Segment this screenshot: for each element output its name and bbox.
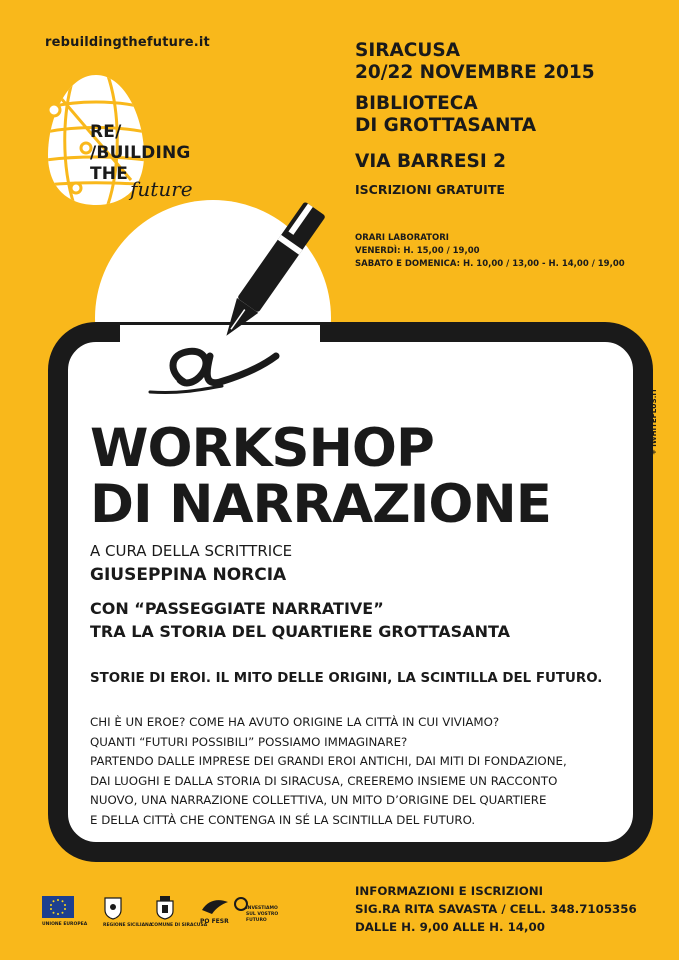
workshop-title-line-1: WORKSHOP: [90, 418, 434, 479]
author-name: GIUSEPPINA NORCIA: [90, 565, 287, 585]
logo-text-future: future: [130, 177, 193, 201]
workshop-title-line-2: DI NARRAZIONE: [90, 474, 551, 535]
eu-flag-icon: [42, 896, 74, 918]
partner-investiamo: [234, 896, 279, 923]
logo-text-building: /BUILDING: [90, 143, 191, 163]
hours-heading: ORARI LABORATORI: [355, 233, 449, 243]
partner-comune: [151, 896, 208, 928]
description-line: E DELLA CITTÀ CHE CONTENGA IN SÉ LA SCINTILLA DEL FUTURO.: [90, 812, 476, 827]
regione-sicilia-crest-icon: [103, 896, 123, 920]
po-fesr-logo-icon: [200, 896, 230, 918]
partner-pofesr: [200, 896, 230, 925]
partner-caption: REGIONE SICILIANA: [103, 923, 153, 928]
registration-note: ISCRIZIONI GRATUITE: [355, 182, 505, 197]
hours-weekend: SABATO E DOMENICA: H. 10,00 / 13,00 - H. 14,00 / 19,00: [355, 259, 625, 269]
info-heading: INFORMAZIONI E ISCRIZIONI: [355, 884, 544, 898]
venue-address: VIA BARRESI 2: [355, 151, 507, 172]
description-line: DAI LUOGHI E DALLA STORIA DI SIRACUSA, CREEREMO INSIEME UN RACCONTO: [90, 773, 558, 788]
fountain-pen-icon: [140, 196, 330, 406]
description-line: PARTENDO DALLE IMPRESE DEI GRANDI EROI ANTICHI, DAI MITI DI FONDAZIONE,: [90, 754, 567, 768]
description-line: CHI È UN EROE? COME HA AVUTO ORIGINE LA CITTÀ IN CUI VIVIAMO?: [90, 715, 500, 729]
event-dates: 20/22 NOVEMBRE 2015: [355, 62, 595, 83]
venue-line-1: BIBLIOTECA: [355, 93, 478, 114]
event-city: SIRACUSA: [355, 40, 461, 61]
partner-eu: [42, 896, 88, 927]
walks-line-1: CON “PASSEGGIATE NARRATIVE”: [90, 599, 384, 618]
comune-siracusa-crest-icon: [155, 896, 175, 920]
info-times: DALLE H. 9,00 ALLE H. 14,00: [355, 920, 545, 934]
rebuilding-the-future-logo: [46, 70, 216, 210]
logo-text-re: RE/: [90, 122, 122, 142]
curated-by-label: A CURA DELLA SCRITTRICE: [90, 542, 293, 560]
hours-friday: VENERDÌ: H. 15,00 / 19,00: [355, 246, 480, 256]
description-line: QUANTI “FUTURI POSSIBILI” POSSIAMO IMMAGINARE?: [90, 734, 408, 749]
workshop-description: [90, 713, 600, 830]
partner-regione: [103, 896, 153, 928]
info-contact: SIG.RA RITA SAVASTA / CELL. 348.7105356: [355, 902, 637, 916]
partner-caption: PO FESR: [200, 918, 229, 925]
venue-line-2: DI GROTTASANTA: [355, 115, 537, 136]
partner-caption: INVESTIAMO SUL VOSTRO FUTURO: [246, 906, 279, 923]
description-line: NUOVO, UNA NARRAZIONE COLLETTIVA, UN MITO D’ORIGINE DEL QUARTIERE: [90, 793, 547, 807]
partner-caption: UNIONE EUROPEA: [42, 922, 88, 927]
workshop-tagline: STORIE DI EROI. IL MITO DELLE ORIGINI, LA SCINTILLA DEL FUTURO.: [90, 671, 603, 686]
site-url[interactable]: rebuildingthefuture.it: [45, 35, 210, 50]
logo-text-the: THE: [90, 164, 129, 184]
partner-caption: COMUNE DI SIRACUSA: [151, 923, 208, 928]
walks-line-2: TRA LA STORIA DEL QUARTIERE GROTTASANTA: [90, 622, 511, 641]
designer-credit[interactable]: + IWHITEPLUS.IT: [650, 388, 658, 455]
